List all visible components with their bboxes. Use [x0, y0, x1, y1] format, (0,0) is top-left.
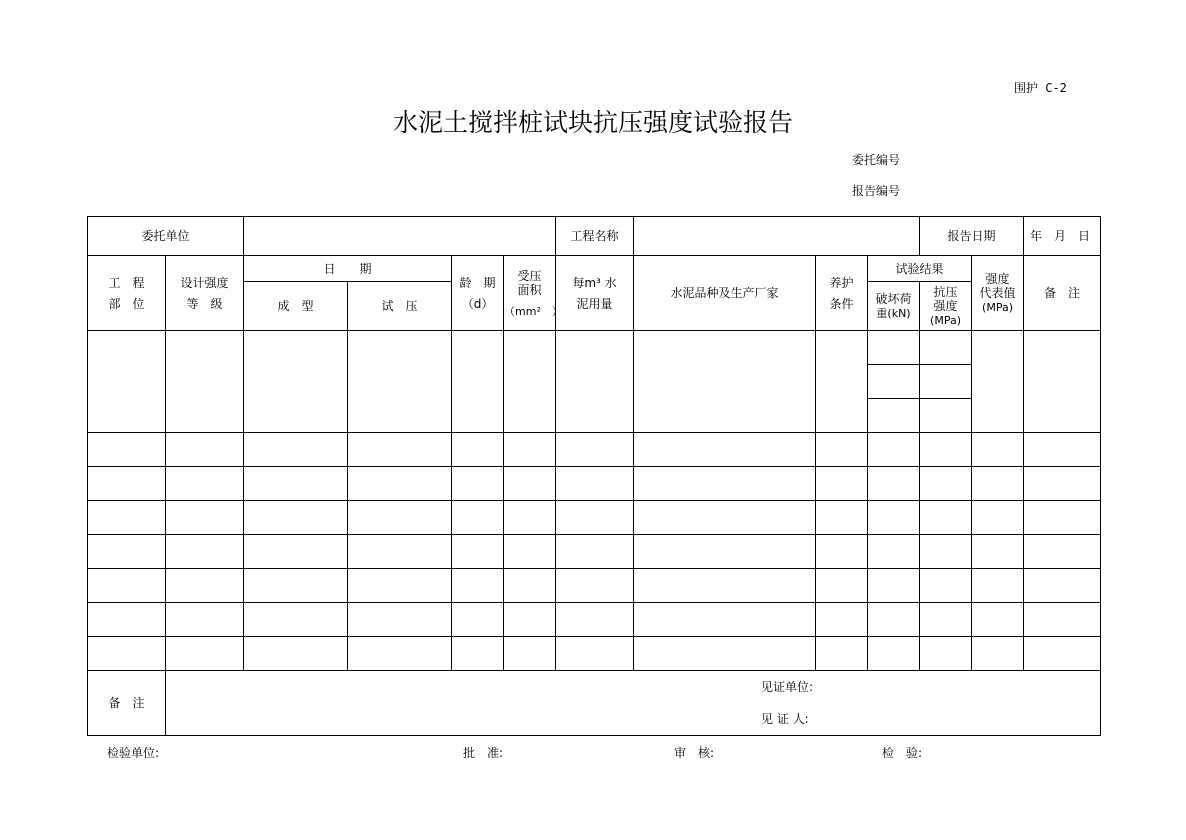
review-label: 审 核: — [674, 746, 715, 760]
table-row — [88, 603, 1101, 637]
col-cement-per-m3: 每m³ 水 泥用量 — [556, 256, 634, 331]
col-cement-brand: 水泥品种及生产厂家 — [634, 256, 816, 331]
col-failure-load: 破坏荷 重(kN) — [868, 282, 920, 331]
commission-number-label: 委托编号 — [852, 153, 901, 167]
remarks-area[interactable] — [166, 671, 1101, 736]
witness-person-label: 见 证 人: — [761, 712, 809, 726]
inspection-unit-label: 检验单位: — [107, 746, 160, 760]
col-curing: 养护 条件 — [816, 256, 868, 331]
table-row — [88, 433, 1101, 467]
project-name-value[interactable] — [634, 217, 920, 256]
col-area: 受压 面积 （mm² ） — [504, 256, 556, 331]
form-code: 围护 C-2 — [1014, 81, 1067, 95]
document-title: 水泥土搅拌桩试块抗压强度试验报告 — [392, 108, 793, 137]
col-compressive-strength: 抗压 强度 (MPa) — [920, 282, 972, 331]
client-label: 委托单位 — [88, 217, 244, 256]
report-date-value[interactable]: 年 月 日 — [1024, 217, 1101, 256]
col-result-group: 试验结果 — [868, 256, 972, 282]
signature-footer — [87, 744, 1100, 760]
col-date-forming: 成 型 — [244, 282, 348, 331]
col-design-grade: 设计强度 等 级 — [166, 256, 244, 331]
report-date-label: 报告日期 — [920, 217, 1024, 256]
project-name-label: 工程名称 — [556, 217, 634, 256]
table-row — [88, 569, 1101, 603]
check-label: 检 验: — [882, 746, 923, 760]
col-age: 龄 期 （d） — [452, 256, 504, 331]
col-remark: 备 注 — [1024, 256, 1101, 331]
client-value[interactable] — [244, 217, 556, 256]
table-row — [88, 535, 1101, 569]
table-row — [88, 467, 1101, 501]
witness-unit-label: 见证单位: — [761, 680, 814, 694]
report-number-label: 报告编号 — [852, 184, 901, 198]
col-part: 工 程 部 位 — [88, 256, 166, 331]
col-representative-strength: 强度 代表值 (MPa) — [972, 256, 1024, 331]
table-row — [88, 331, 1101, 365]
col-date-testing: 试 压 — [348, 282, 452, 331]
report-table — [87, 216, 1101, 736]
approve-label: 批 准: — [463, 746, 504, 760]
col-date-group: 日 期 — [244, 256, 452, 282]
table-row — [88, 637, 1101, 671]
table-row — [88, 501, 1101, 535]
remarks-label: 备 注 — [88, 671, 166, 736]
